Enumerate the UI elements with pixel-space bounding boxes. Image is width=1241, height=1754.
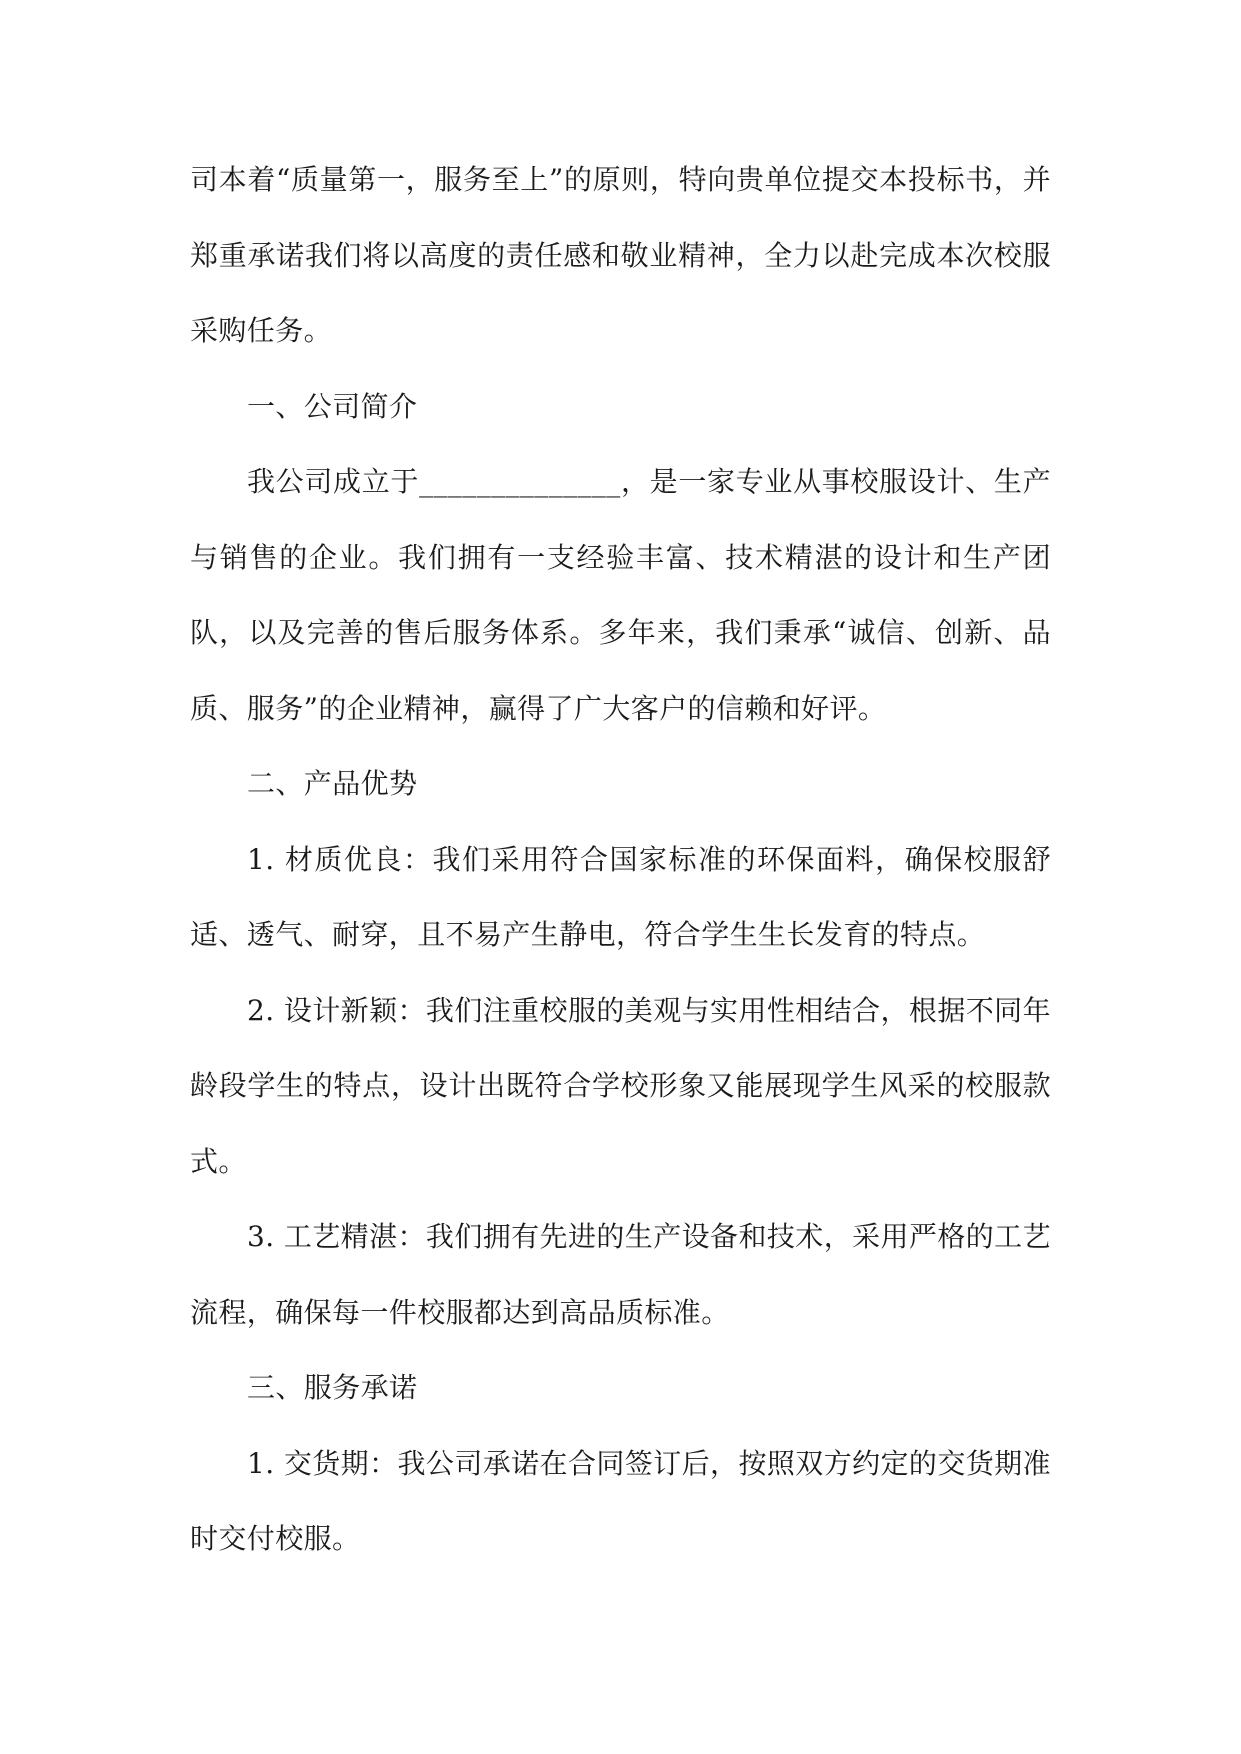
company-intro-paragraph: 我公司成立于______________，是一家专业从事校服设计、生产与销售的企业。我们拥有一支经验丰富、技术精湛的设计和生产团队，以及完善的售后服务体系。多年来，我们秉承“诚信、创新、品质、服务”的企业精神，赢得了广大客户的信赖和好评。 bbox=[190, 465, 1051, 725]
advantage-item-material: 1. 材质优良：我们采用符合国家标准的环保面料，确保校服舒适、透气、耐穿，且不易产生静电，符合学生生长发育的特点。 bbox=[190, 842, 1051, 951]
section-heading-product-advantages: 二、产品优势 bbox=[247, 767, 418, 800]
advantage-item-craft: 3. 工艺精湛：我们拥有先进的生产设备和技术，采用严格的工艺流程，确保每一件校服都达到高品质标准。 bbox=[190, 1220, 1051, 1329]
advantage-item-design: 2. 设计新颖：我们注重校服的美观与实用性相结合，根据不同年龄段学生的特点，设计出既符合学校形象又能展现学生风采的校服款式。 bbox=[190, 993, 1051, 1178]
document-body bbox=[190, 142, 1051, 1577]
promise-item-delivery: 1. 交货期：我公司承诺在合同签订后，按照双方约定的交货期准时交付校服。 bbox=[190, 1446, 1051, 1555]
section-heading-service-promise: 三、服务承诺 bbox=[247, 1371, 418, 1404]
intro-paragraph: 司本着“质量第一，服务至上”的原则，特向贵单位提交本投标书，并郑重承诺我们将以高度的责任感和敬业精神，全力以赴完成本次校服采购任务。 bbox=[190, 163, 1051, 347]
section-heading-company-intro: 一、公司简介 bbox=[247, 389, 418, 423]
